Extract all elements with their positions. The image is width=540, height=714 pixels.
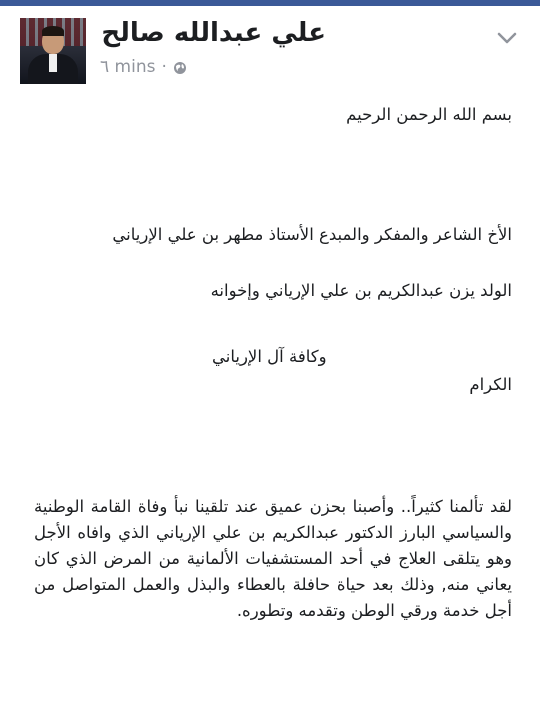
avatar[interactable] (20, 18, 86, 84)
author-name[interactable]: علي عبدالله صالح (101, 18, 326, 48)
post-paragraph: وكافة آل الإرياني (212, 347, 327, 366)
meta-separator: · (161, 57, 167, 77)
top-bar (0, 0, 540, 6)
chevron-down-icon[interactable] (496, 30, 518, 46)
post-paragraph: الكرام (469, 375, 512, 394)
post-timestamp[interactable]: ٦ mins (100, 57, 156, 77)
post-meta (100, 56, 187, 78)
post-paragraph: لقد تألمنا كثيراً.. وأصبنا بحزن عميق عند تلقينا نبأ وفاة القامة الوطنية والسياسي البارز الدكتور عبدالكريم بن علي الإرياني الذي وافاه الأجل وهو يتلقى العلاج في أحد المستشفيات الألمانية من المرض الذي كان يعاني منه, وذلك بعد حياة حافلة بالعطاء والبذل والعمل المتواصل من أجل خدمة ورقي الوطن وتقدمه وتطوره. (34, 497, 512, 620)
globe-icon[interactable] (173, 60, 187, 74)
post-paragraph: الأخ الشاعر والمفكر والمبدع الأستاذ مطهر بن علي الإرياني (112, 225, 512, 244)
post-paragraph: الولد يزن عبدالكريم بن علي الإرياني وإخوانه (210, 281, 512, 300)
post-paragraph: بسم الله الرحمن الرحيم (346, 105, 512, 124)
avatar-hair (42, 26, 64, 36)
avatar-shirt (49, 54, 57, 72)
